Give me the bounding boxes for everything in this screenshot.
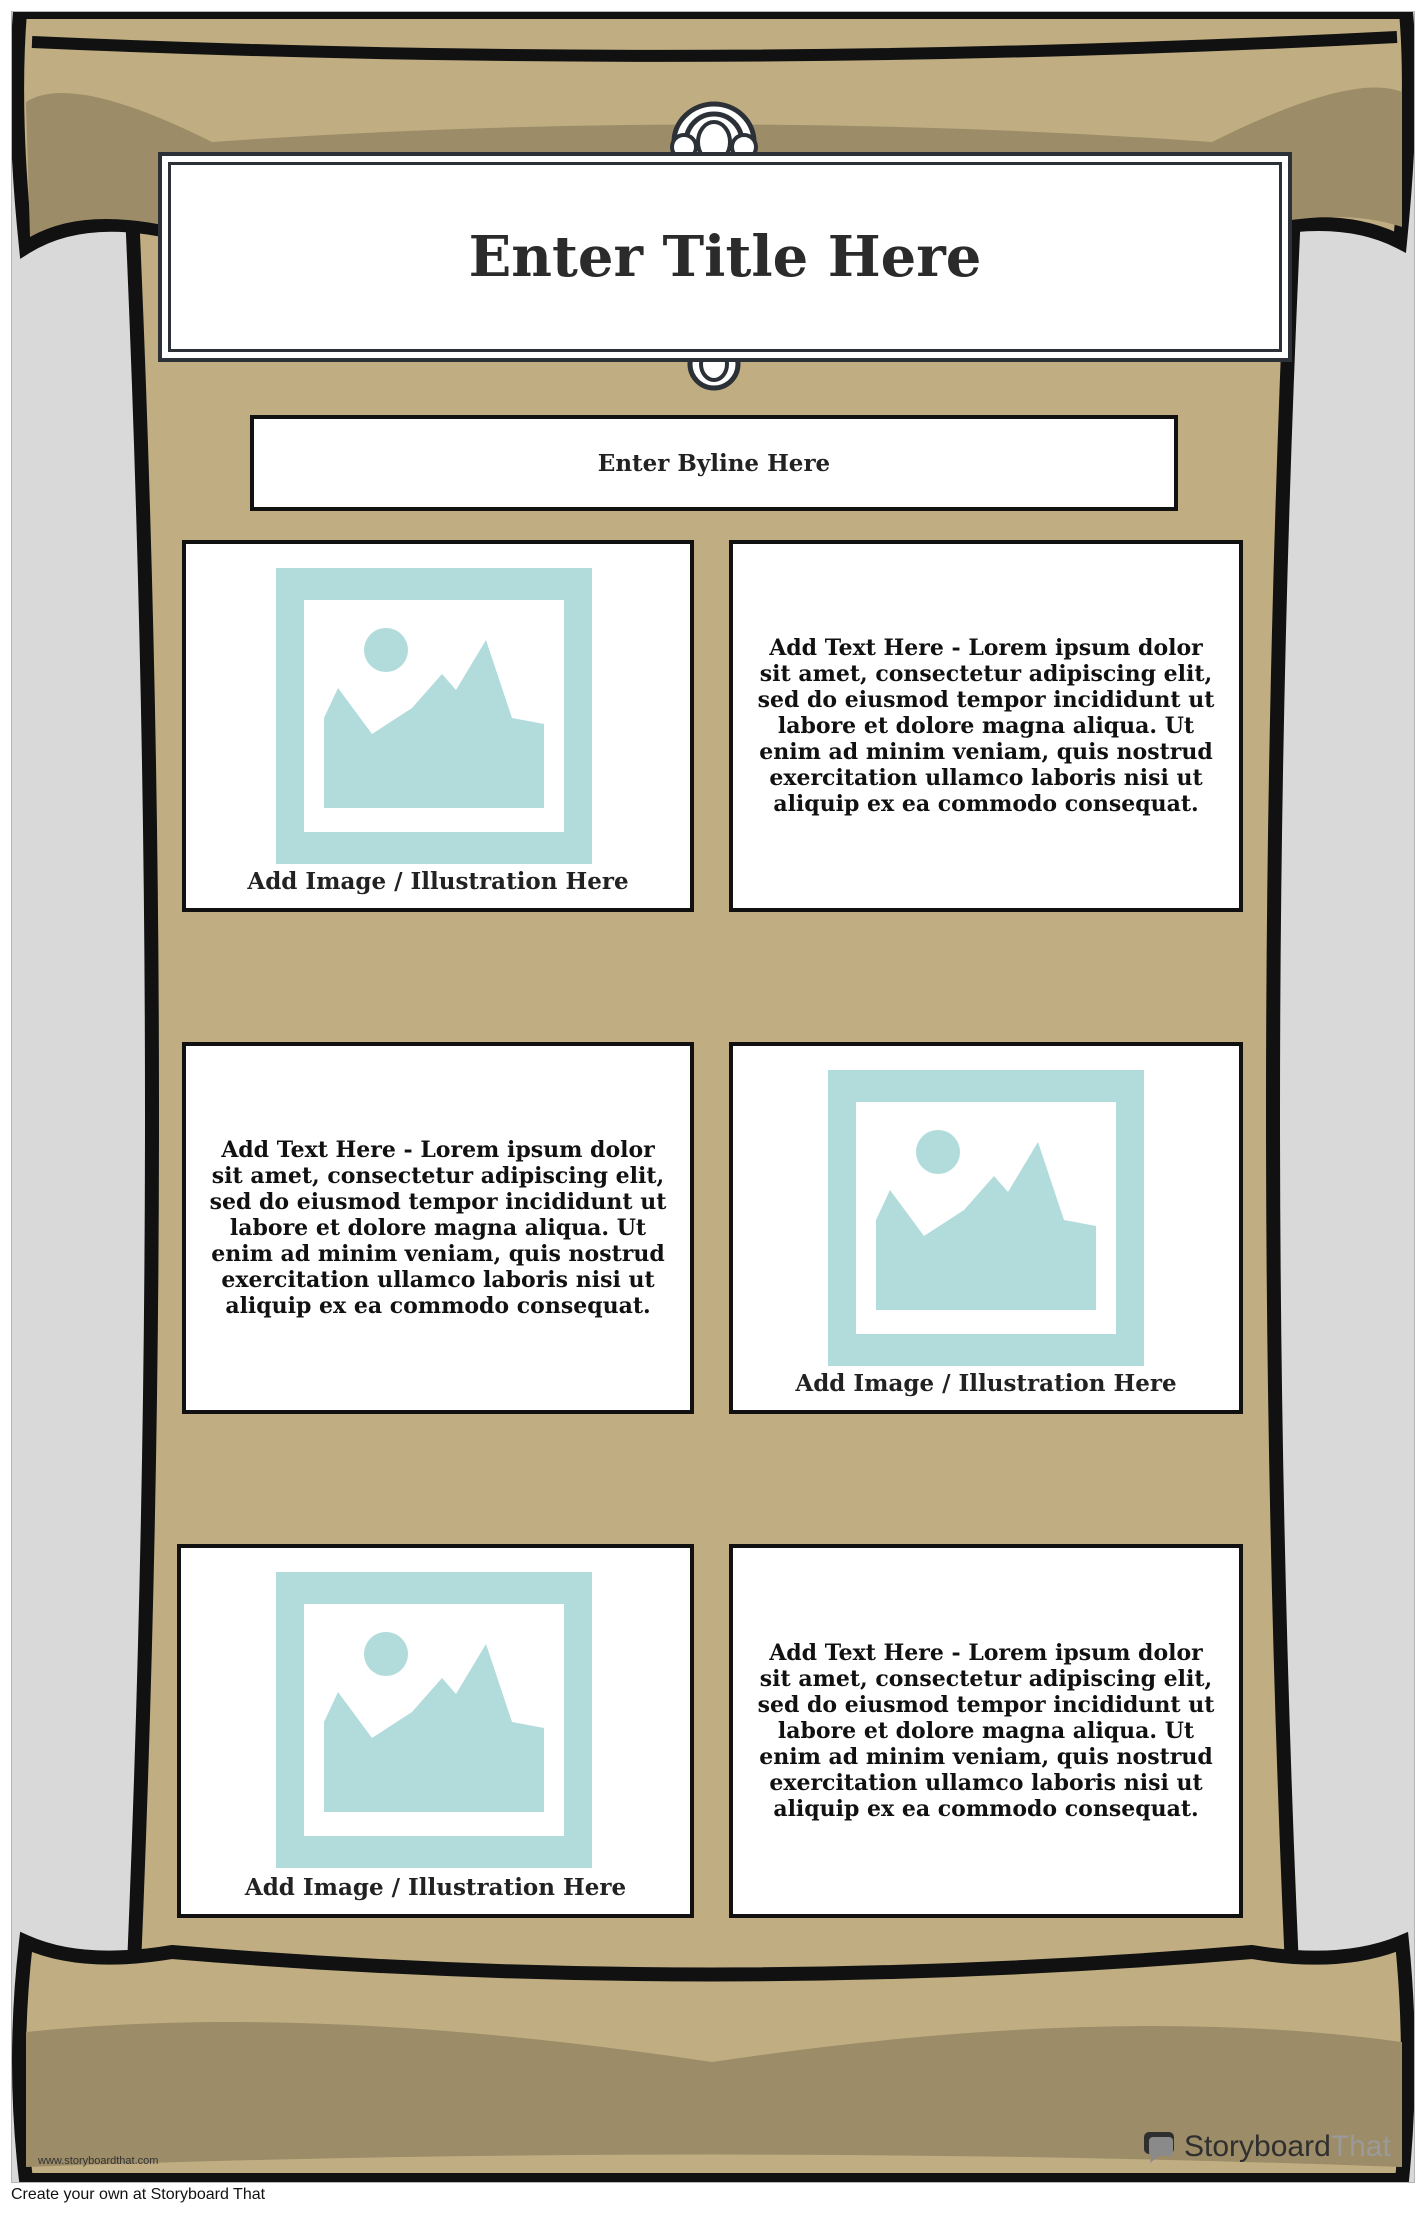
logo-word-that: That	[1330, 2130, 1391, 2163]
image-caption: Add Image / Illustration Here	[244, 1874, 627, 1901]
logo-word-storyboard: Storyboard	[1184, 2130, 1331, 2163]
image-placeholder-icon	[276, 568, 592, 864]
image-cell-2[interactable]	[729, 1042, 1243, 1414]
image-placeholder-icon	[828, 1070, 1144, 1366]
speech-bubble-icon	[1142, 2130, 1178, 2164]
image-cell-3[interactable]	[177, 1544, 694, 1918]
storyboardthat-logo[interactable]	[1142, 2130, 1391, 2164]
byline-box[interactable]	[250, 415, 1178, 511]
title-box[interactable]	[158, 152, 1292, 362]
image-caption: Add Image / Illustration Here	[795, 1370, 1177, 1397]
footer-link[interactable]: Create your own at Storyboard That	[11, 2186, 266, 2203]
text-cell-1[interactable]	[729, 540, 1243, 912]
small-watermark: www.storyboardthat.com	[38, 2155, 159, 2167]
image-caption: Add Image / Illustration Here	[247, 868, 629, 895]
byline-text: Enter Byline Here	[597, 449, 831, 477]
image-cell-1[interactable]	[182, 540, 694, 912]
text-cell-body: Add Text Here - Lorem ipsum dolor sit amet, consectetur adipiscing elit, sed do eiusmod tempor incididunt ut labore et dolore magna aliqua. Ut enim ad minim veniam, quis nostrud exercitation ullamco laboris nisi ut aliquip ex ea commodo consequat.	[209, 1137, 667, 1319]
text-cell-2[interactable]	[182, 1042, 694, 1414]
page-title: Enter Title Here	[468, 224, 982, 290]
poster-canvas	[11, 11, 1415, 2183]
image-placeholder-icon	[276, 1572, 592, 1868]
text-cell-body: Add Text Here - Lorem ipsum dolor sit amet, consectetur adipiscing elit, sed do eiusmod tempor incididunt ut labore et dolore magna aliqua. Ut enim ad minim veniam, quis nostrud exercitation ullamco laboris nisi ut aliquip ex ea commodo consequat.	[757, 1640, 1215, 1822]
text-cell-3[interactable]	[729, 1544, 1243, 1918]
text-cell-body: Add Text Here - Lorem ipsum dolor sit amet, consectetur adipiscing elit, sed do eiusmod tempor incididunt ut labore et dolore magna aliqua. Ut enim ad minim veniam, quis nostrud exercitation ullamco laboris nisi ut aliquip ex ea commodo consequat.	[757, 635, 1215, 817]
